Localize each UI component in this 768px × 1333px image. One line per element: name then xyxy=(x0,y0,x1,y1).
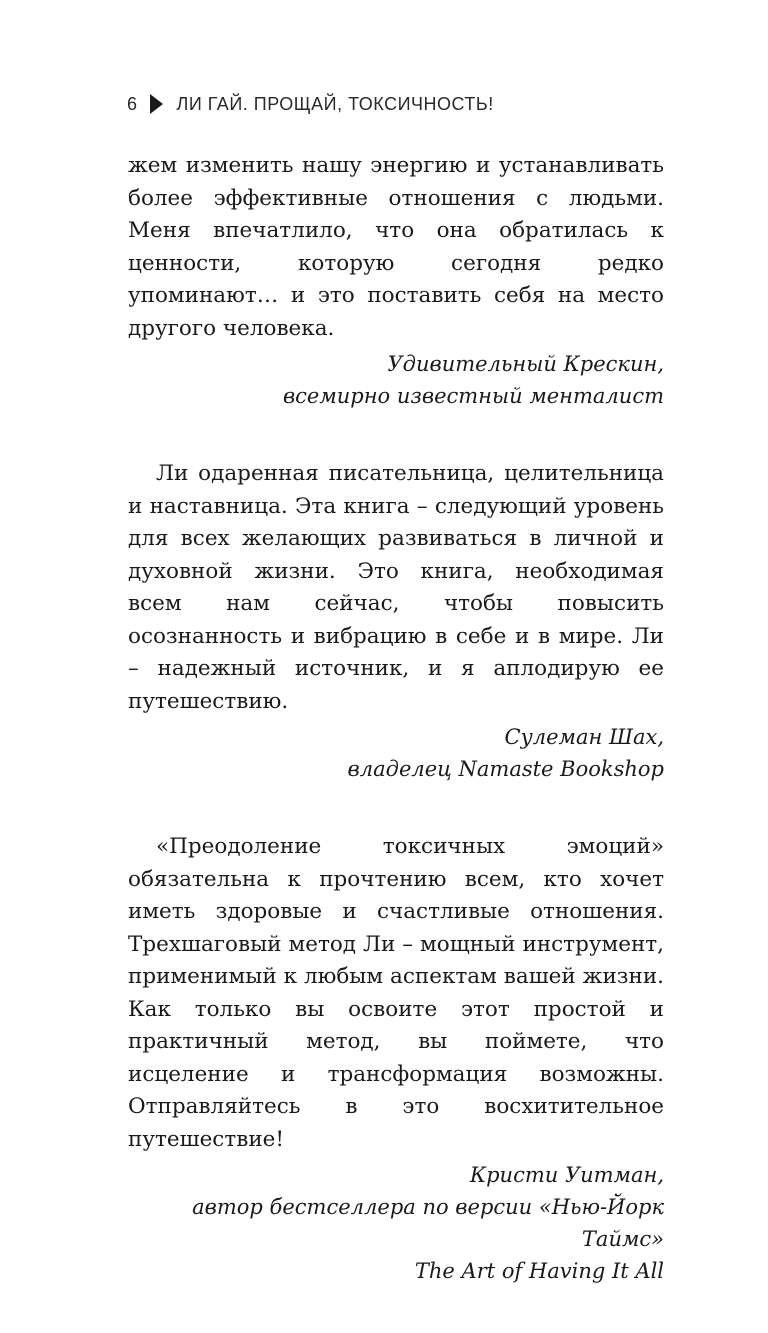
testimonial-attribution xyxy=(128,348,664,412)
testimonial-text: Ли одаренная писательница, целительница и наставница. Эта книга – следующий уровень для всех желающих развиваться в личной и духовной жизни. Это книга, необходимая всем нам сейчас, чтобы повысить осознанность и вибрацию в себе и в мире. Ли – надежный источник, и я аплодирую ее путешествию. xyxy=(128,461,664,714)
running-title: ЛИ ГАЙ. ПРОЩАЙ, ТОКСИЧНОСТЬ! xyxy=(176,93,494,114)
testimonial-book-title: The Art of Having It All xyxy=(414,1259,664,1283)
testimonial-role: автор бестселлера по версии «Нью-Йорк Таймс» xyxy=(192,1195,664,1251)
testimonial-attribution xyxy=(128,721,664,785)
testimonial-role: владелец Namaste Bookshop xyxy=(347,757,664,781)
running-head xyxy=(127,90,494,118)
testimonial-author: Сулеман Шах, xyxy=(504,725,664,749)
testimonial-author: Удивительный Крескин, xyxy=(387,352,664,376)
testimonial-text: жем изменить нашу энергию и устанавливать более эффективные отношения с людьми. Меня впечатлило, что она обратилась к ценности, которую сегодня редко упоминают… и это поставить себя на место другого человека. xyxy=(128,153,664,341)
triangle-right-icon xyxy=(150,94,163,114)
testimonial-text: «Преодоление токсичных эмоций» обязательна к прочтению всем, кто хочет иметь здоровые и счастливые отношения. Трехшаговый метод Ли – мощный инструмент, применимый к любым аспектам вашей жизни. Как только вы освоите этот простой и практичный метод, вы поймете, что исцеление и трансформация возможны. Отправляйтесь в это восхитительное путешествие! xyxy=(128,834,664,1152)
page-number: 6 xyxy=(127,93,138,114)
testimonial-1 xyxy=(128,150,664,412)
testimonial-attribution xyxy=(128,1159,664,1287)
testimonial-2 xyxy=(128,458,664,785)
testimonial-role: всемирно известный менталист xyxy=(282,384,664,408)
testimonial-author: Кристи Уитман, xyxy=(469,1163,664,1187)
testimonial-3 xyxy=(128,831,664,1287)
page-content xyxy=(128,150,664,1333)
